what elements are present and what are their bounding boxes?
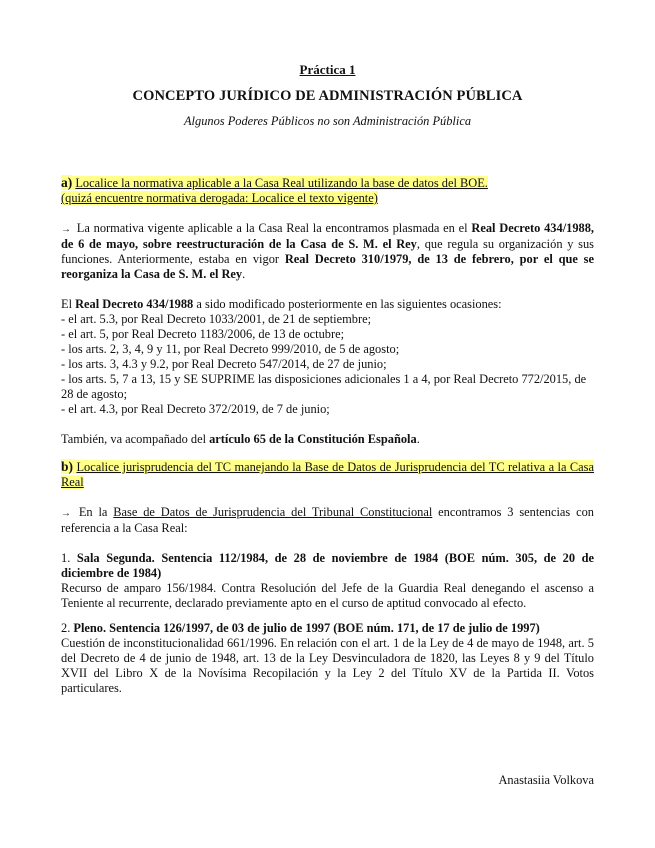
mod-intro-text-2: a sido modificado posteriormente en las siguientes ocasiones: — [193, 297, 502, 311]
answer-text-1: La normativa vigente aplicable a la Casa Real la encontramos plasmada en el — [76, 221, 472, 235]
section-a-question-line2: (quizá encuentre normativa derogada: Localice el texto vigente) — [61, 191, 378, 205]
document-body — [61, 62, 594, 696]
section-b-intro — [61, 505, 594, 536]
ruling-heading — [61, 551, 594, 581]
tc-database-link[interactable]: Base de Datos de Jurisprudencia del Tribunal Constitucional — [113, 505, 433, 519]
practice-label: Práctica 1 — [299, 62, 356, 77]
modifications-intro — [61, 297, 594, 312]
decree-434-1988: Real Decreto 434/1988, de 6 de mayo, sobre reestructuración de la Casa de S. M. el Rey — [61, 221, 595, 251]
ruling-title: Pleno. Sentencia 126/1997, de 03 de julio de 1997 (BOE núm. 171, de 17 de julio de 1997) — [73, 621, 540, 635]
section-b-question-text: Localice jurisprudencia del TC manejando la Base de Datos de Jurisprudencia del TC relativa a la Casa Real — [61, 460, 594, 489]
mod-intro-decree: Real Decreto 434/1988 — [75, 297, 194, 311]
page-subtitle: Algunos Poderes Públicos no son Administración Pública — [183, 114, 472, 128]
ruling-2 — [61, 621, 594, 696]
list-item: - el art. 4.3, por Real Decreto 372/2019, de 7 de junio; — [61, 402, 330, 416]
ruling-1 — [61, 551, 594, 611]
ruling-heading — [61, 621, 594, 636]
intro-text-2: encontramos 3 sentencias con referencia a la Casa Real: — [61, 505, 594, 535]
section-a-letter: a) — [61, 175, 73, 190]
modifications-list — [61, 312, 594, 417]
answer-text-2: , que regula su organización y sus funciones. Anteriormente, estaba en vigor — [61, 237, 594, 266]
intro-text-1: En la — [78, 505, 114, 519]
also-text-2: . — [416, 432, 420, 446]
section-b-letter: b) — [61, 459, 74, 474]
section-a-question-line1: Localice la normativa aplicable a la Casa Real utilizando la base de datos del BOE. — [75, 176, 488, 190]
section-b — [61, 459, 594, 696]
ruling-title: Sala Segunda. Sentencia 112/1984, de 28 de noviembre de 1984 (BOE núm. 305, de 20 de diciembre de 1984) — [61, 551, 595, 580]
ruling-number: 1. — [61, 551, 77, 565]
section-a-answer — [61, 221, 594, 282]
list-item: - los arts. 2, 3, 4, 9 y 11, por Real Decreto 999/2010, de 5 de agosto; — [61, 342, 400, 356]
list-item: - el art. 5, por Real Decreto 1183/2006, de 13 de octubre; — [61, 327, 345, 341]
ruling-body: Recurso de amparo 156/1984. Contra Resolución del Jefe de la Guardia Real denegando el ascenso a Teniente al recurrente, declarado previamente apto en el curso de aptitud convocado al efecto. — [61, 581, 594, 610]
ruling-body: Cuestión de inconstitucionalidad 661/1996. En relación con el art. 1 de la Ley de 4 de mayo de 1948, art. 5 del Decreto de 4 de junio de 1948, art. 13 de la Ley Desvinculadora de 1820, las Leyes 8 y 9 del Título XVII del Libro X de la Novísima Recopilación y la Ley 2 del Título XV de la Partida II. Votos particulares. — [61, 636, 594, 695]
also-text-1: También, va acompañado del — [61, 432, 210, 446]
arrow-right-icon: → — [61, 224, 71, 235]
constitution-reference — [61, 432, 594, 447]
list-item: - los arts. 5, 7 a 13, 15 y SE SUPRIME las disposiciones adicionales 1 a 4, por Real Decreto 772/2015, de 28 de agosto; — [61, 372, 587, 401]
section-a — [61, 175, 594, 447]
list-item: - el art. 5.3, por Real Decreto 1033/2001, de 21 de septiembre; — [61, 312, 372, 326]
answer-text-3: . — [242, 267, 246, 281]
article-65: artículo 65 de la Constitución Española — [209, 432, 417, 446]
section-b-question — [61, 459, 594, 490]
author-signature: Anastasiia Volkova — [498, 773, 594, 787]
section-a-question — [61, 175, 594, 206]
arrow-right-icon: → — [61, 508, 71, 519]
mod-intro-text-1: El — [61, 297, 76, 311]
page-title: CONCEPTO JURÍDICO DE ADMINISTRACIÓN PÚBLICA — [132, 88, 523, 104]
ruling-number: 2. — [61, 621, 74, 635]
list-item: - los arts. 3, 4.3 y 9.2, por Real Decreto 547/2014, de 27 de junio; — [61, 357, 387, 371]
page-header — [61, 62, 594, 129]
decree-310-1979: Real Decreto 310/1979, de 13 de febrero, por el que se reorganiza la Casa de S. M. el Rey — [61, 252, 595, 281]
